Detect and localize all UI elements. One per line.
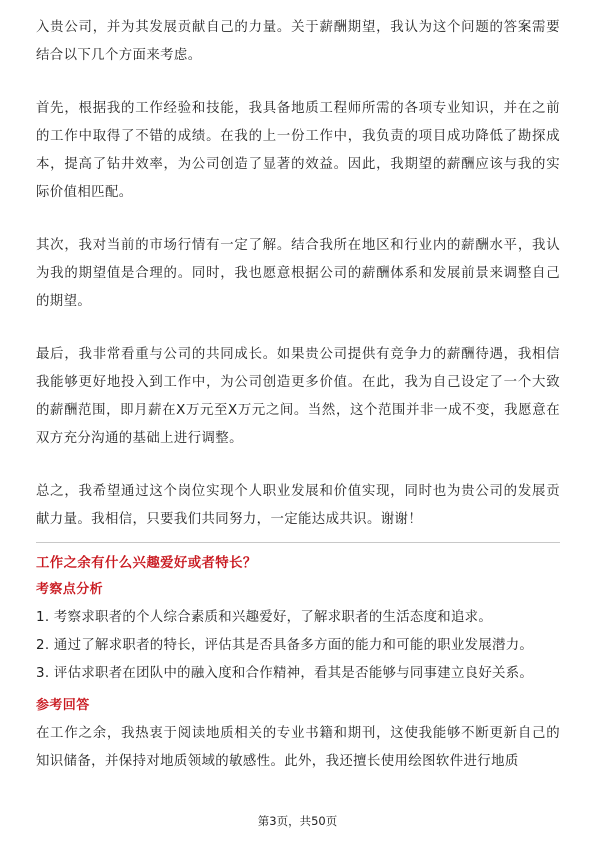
analysis-heading: 考察点分析 xyxy=(36,582,104,597)
paragraph-conclusion: 总之，我希望通过这个岗位实现个人职业发展和价值实现，同时也为贵公司的发展贡献力量。我相信，只要我们共同努力，一定能达成共识。谢谢！ xyxy=(36,484,560,527)
answer-heading: 参考回答 xyxy=(36,698,90,713)
list-item: 2. 通过了解求职者的特长，评估其是否具备多方面的能力和可能的职业发展潜力。 xyxy=(36,638,534,653)
list-item: 1. 考察求职者的个人综合素质和兴趣爱好，了解求职者的生活态度和追求。 xyxy=(36,610,493,625)
paragraph-first: 首先，根据我的工作经验和技能，我具备地质工程师所需的各项专业知识，并在之前的工作中取得了不错的成绩。在我的上一份工作中，我负责的项目成功降低了勘探成本，提高了钻井效率，为公司创造了显著的效益。因此，我期望的薪酬应该与我的实际价值相匹配。 xyxy=(36,101,560,200)
document-page xyxy=(36,14,560,776)
paragraph-last: 最后，我非常看重与公司的共同成长。如果贵公司提供有竞争力的薪酬待遇，我相信我能够更好地投入到工作中，为公司创造更多价值。在此，我为自己设定了一个大致的薪酬范围，即月薪在X万元至X万元之间。当然，这个范围并非一成不变，我愿意在双方充分沟通的基础上进行调整。 xyxy=(36,347,560,446)
answer-text: 在工作之余，我热衷于阅读地质相关的专业书籍和期刊，这使我能够不断更新自己的知识储备，并保持对地质领域的敏感性。此外，我还擅长使用绘图软件进行地质 xyxy=(36,726,560,769)
paragraph-second: 其次，我对当前的市场行情有一定了解。结合我所在地区和行业内的薪酬水平，我认为我的期望值是合理的。同时，我也愿意根据公司的薪酬体系和发展前景来调整自己的期望。 xyxy=(36,238,560,309)
question-title: 工作之余有什么兴趣爱好或者特长？ xyxy=(36,556,257,571)
paragraph-intro: 入贵公司，并为其发展贡献自己的力量。关于薪酬期望，我认为这个问题的答案需要结合以下几个方面来考虑。 xyxy=(36,20,560,63)
analysis-list xyxy=(36,604,560,688)
section-divider xyxy=(36,542,560,543)
list-item: 3. 评估求职者在团队中的融入度和合作精神，看其是否能够与同事建立良好关系。 xyxy=(36,666,534,681)
page-number: 第3页，共50页 xyxy=(257,814,338,828)
